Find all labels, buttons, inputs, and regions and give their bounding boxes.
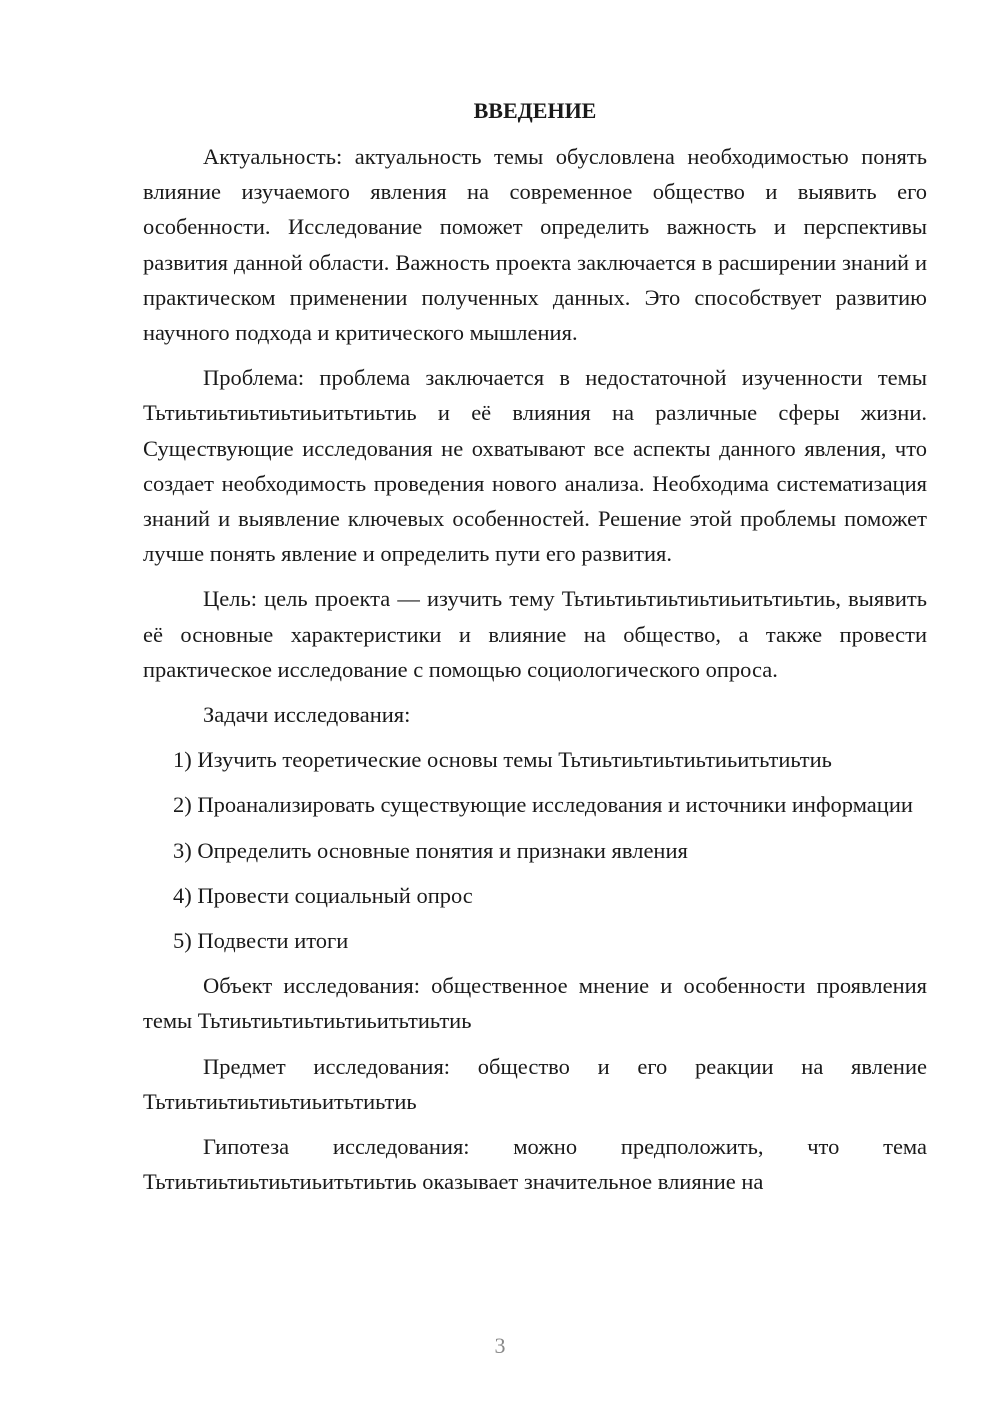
task-item-2: 2) Проанализировать существующие исследования и источники информации xyxy=(173,792,913,818)
page-number: 3 xyxy=(494,1333,506,1358)
task-item-4: 4) Провести социальный опрос xyxy=(173,882,473,908)
task-item-5: 5) Подвести итоги xyxy=(173,928,349,954)
paragraph-goal: Цель: цель проекта — изучить тему Тьтиьтиьтиьтиьтиьитьтиьтиь, выявить её основные характеристики и влияние на общество, а также провести практическое исследование с помощью социологического опроса. xyxy=(143,586,927,682)
paragraph-tasks-heading: Задачи исследования: xyxy=(203,702,411,728)
paragraph-hypothesis: Гипотеза исследования: можно предположить, что тема Тьтиьтиьтиьтиьтиьитьтиьтиь оказывает значительное влияние на xyxy=(143,1134,927,1195)
paragraph-subject: Предмет исследования: общество и его реакции на явление Тьтиьтиьтиьтиьтиьитьтиьтиь xyxy=(143,1053,927,1114)
paragraph-problem: Проблема: проблема заключается в недостаточной изученности темы Тьтиьтиьтиьтиьтиьитьтиьтиь и её влияния на различные сферы жизни. Существующие исследования не охватывают все аспекты данного явления, что создает необходимость проведения нового анализа. Необходима систематизация знаний и выявление ключевых особенностей. Решение этой проблемы поможет лучше понять явление и определить пути его развития. xyxy=(143,365,927,567)
paragraph-relevance: Актуальность: актуальность темы обусловлена необходимостью понять влияние изучаемого явления на современное общество и выявить его особенности. Исследование поможет определить важность и перспективы развития данной области. Важность проекта заключается в расширении знаний и практическом применении полученных данных. Это способствует развитию научного подхода и критического мышления. xyxy=(143,144,927,346)
section-title: ВВЕДЕНИЕ xyxy=(473,98,597,123)
page-content xyxy=(143,93,927,1209)
task-item-3: 3) Определить основные понятия и признаки явления xyxy=(173,837,688,863)
task-item-1: 1) Изучить теоретические основы темы Тьтиьтиьтиьтиьтиьитьтиьтиь xyxy=(173,747,832,773)
paragraph-object: Объект исследования: общественное мнение и особенности проявления темы Тьтиьтиьтиьтиьтиьитьтиьтиь xyxy=(143,973,927,1034)
